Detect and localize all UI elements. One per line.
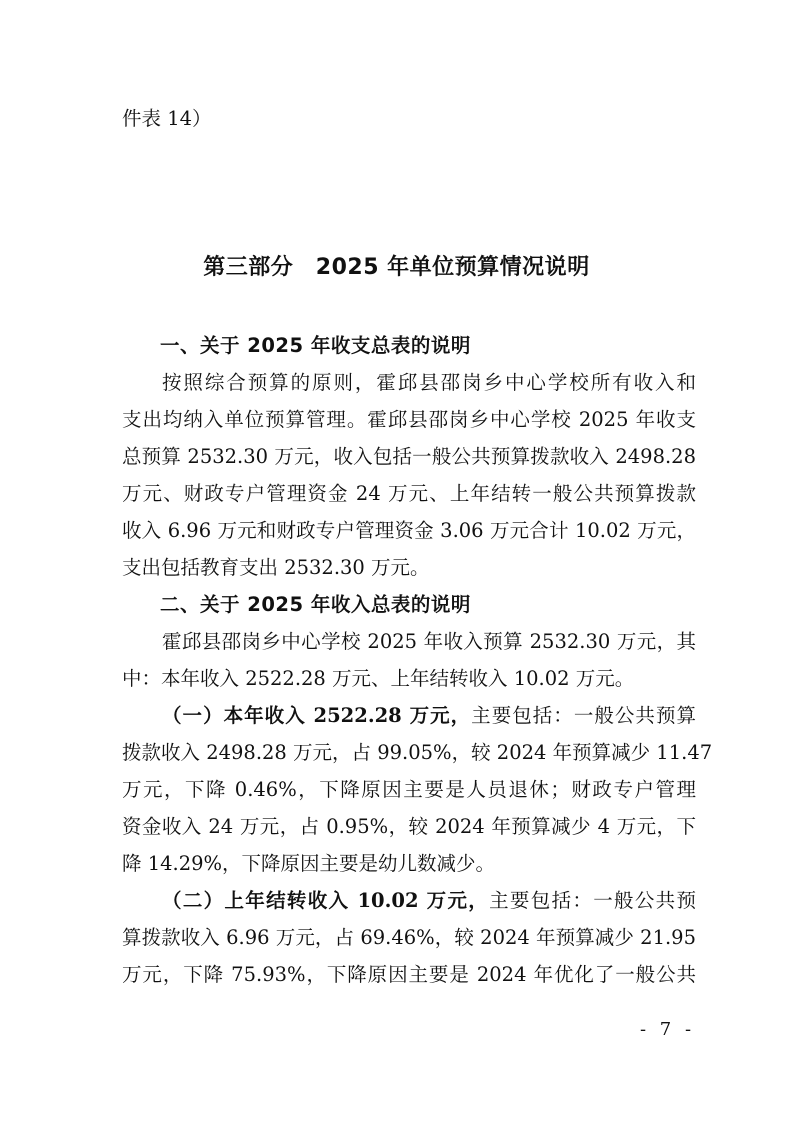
subsection-current-year-income	[162, 701, 696, 731]
paragraph-line: 支出包括教育支出 2532.30 万元。	[122, 556, 430, 579]
paragraph-line: 降 14.29%，下降原因主要是幼儿数减少。	[122, 852, 496, 875]
paragraph-line: 资金收入 24 万元，占 0.95%，较 2024 年预算减少 4 万元，下	[122, 815, 696, 838]
section-heading-income-expense-summary: 一、关于 2025 年收支总表的说明	[160, 334, 471, 357]
page-number: - 7 -	[640, 1019, 696, 1040]
page-title: 第三部分 2025 年单位预算情况说明	[203, 255, 590, 280]
paragraph-line: 万元、财政专户管理资金 24 万元、上年结转一般公共预算拨款	[122, 482, 696, 505]
paragraph-line: 总预算 2532.30 万元，收入包括一般公共预算拨款收入 2498.28	[122, 445, 696, 468]
paragraph-line: 支出均纳入单位预算管理。霍邱县邵岗乡中心学校 2025 年收支	[122, 408, 696, 431]
subsection-bold-label: （二）上年结转收入 10.02 万元，	[162, 889, 490, 912]
subsection-carryover-income	[162, 886, 696, 916]
paragraph-line: 万元，下降 75.93%，下降原因主要是 2024 年优化了一般公共	[122, 963, 696, 986]
paragraph-line: 拨款收入 2498.28 万元，占 99.05%，较 2024 年预算减少 11.47	[122, 741, 713, 764]
paragraph-line: 按照综合预算的原则，霍邱县邵岗乡中心学校所有收入和	[162, 371, 696, 394]
continued-text-fragment: 件表 14）	[122, 107, 212, 130]
subsection-text: 主要包括：一般公共预	[489, 889, 696, 912]
paragraph-line: 万元，下降 0.46%，下降原因主要是人员退休；财政专户管理	[122, 778, 696, 801]
subsection-bold-label: （一）本年收入 2522.28 万元，	[162, 704, 472, 727]
paragraph-line: 霍邱县邵岗乡中心学校 2025 年收入预算 2532.30 万元，其	[162, 630, 696, 653]
paragraph-line: 算拨款收入 6.96 万元，占 69.46%，较 2024 年预算减少 21.95	[122, 926, 696, 949]
subsection-text: 主要包括：一般公共预算	[471, 704, 696, 727]
paragraph-line: 收入 6.96 万元和财政专户管理资金 3.06 万元合计 10.02 万元，	[122, 519, 696, 542]
paragraph-line: 中：本年收入 2522.28 万元、上年结转收入 10.02 万元。	[122, 667, 635, 690]
section-heading-income-summary: 二、关于 2025 年收入总表的说明	[160, 593, 471, 616]
